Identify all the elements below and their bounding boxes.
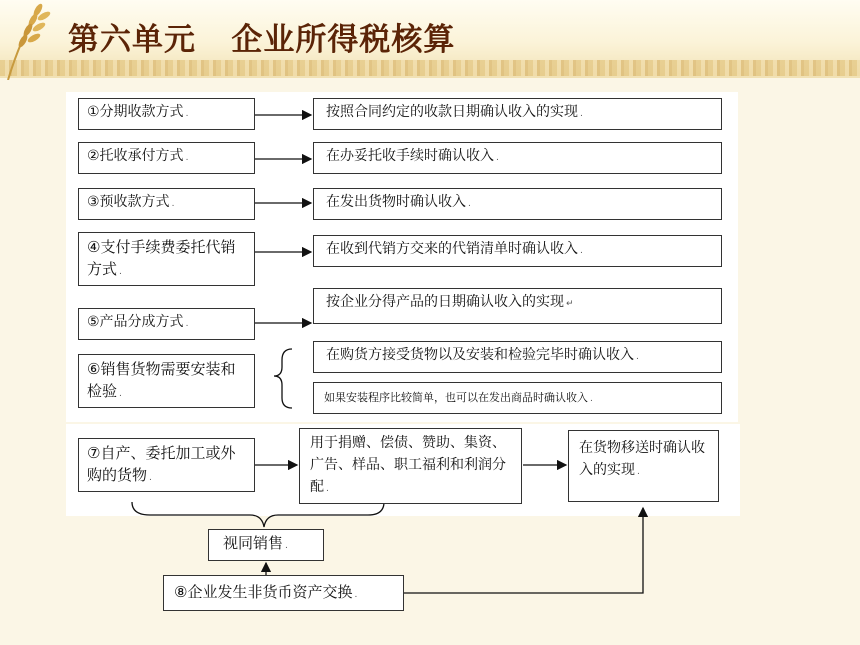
method-box-1: ①分期收款方式 . — [78, 98, 255, 130]
result-box-6-note: 如果安装程序比较简单，也可以在发出商品时确认收入 . — [313, 382, 722, 414]
brace-7 — [132, 502, 384, 527]
method-box-3: ③预收款方式 . — [78, 188, 255, 220]
result-box-3: 在发出货物时确认收入 . — [313, 188, 722, 220]
arrow-exchange — [404, 508, 643, 593]
method-box-4: ④支付手续费委托代销方式 . — [78, 232, 255, 286]
deemed-sale-box: 视同销售 . — [208, 529, 324, 561]
page-title: 第六单元 企业所得税核算 — [68, 22, 456, 58]
result-box-6: 在购货方接受货物以及安装和检验完毕时确认收入 . — [313, 341, 722, 373]
method-box-6: ⑥销售货物需要安装和检验 . — [78, 354, 255, 408]
result-box-1: 按照合同约定的收款日期确认收入的实现 . — [313, 98, 722, 130]
recognition-box: 在货物移送时确认收入的实现 . — [568, 430, 719, 502]
result-box-4: 在收到代销方交来的代销清单时确认收入 . — [313, 235, 722, 267]
brace-6 — [274, 349, 292, 408]
exchange-box: ⑧企业发生非货币资产交换 . — [163, 575, 404, 611]
uses-box: 用于捐赠、偿债、赞助、集资、广告、样品、职工福利和利润分配 . — [299, 428, 522, 504]
method-box-2: ②托收承付方式 . — [78, 142, 255, 174]
result-box-2: 在办妥托收手续时确认收入 . — [313, 142, 722, 174]
source-goods-box: ⑦自产、委托加工或外购的货物 . — [78, 438, 255, 492]
method-box-5: ⑤产品分成方式 . — [78, 308, 255, 340]
result-box-5: 按企业分得产品的日期确认收入的实现 ↵ — [313, 288, 722, 324]
